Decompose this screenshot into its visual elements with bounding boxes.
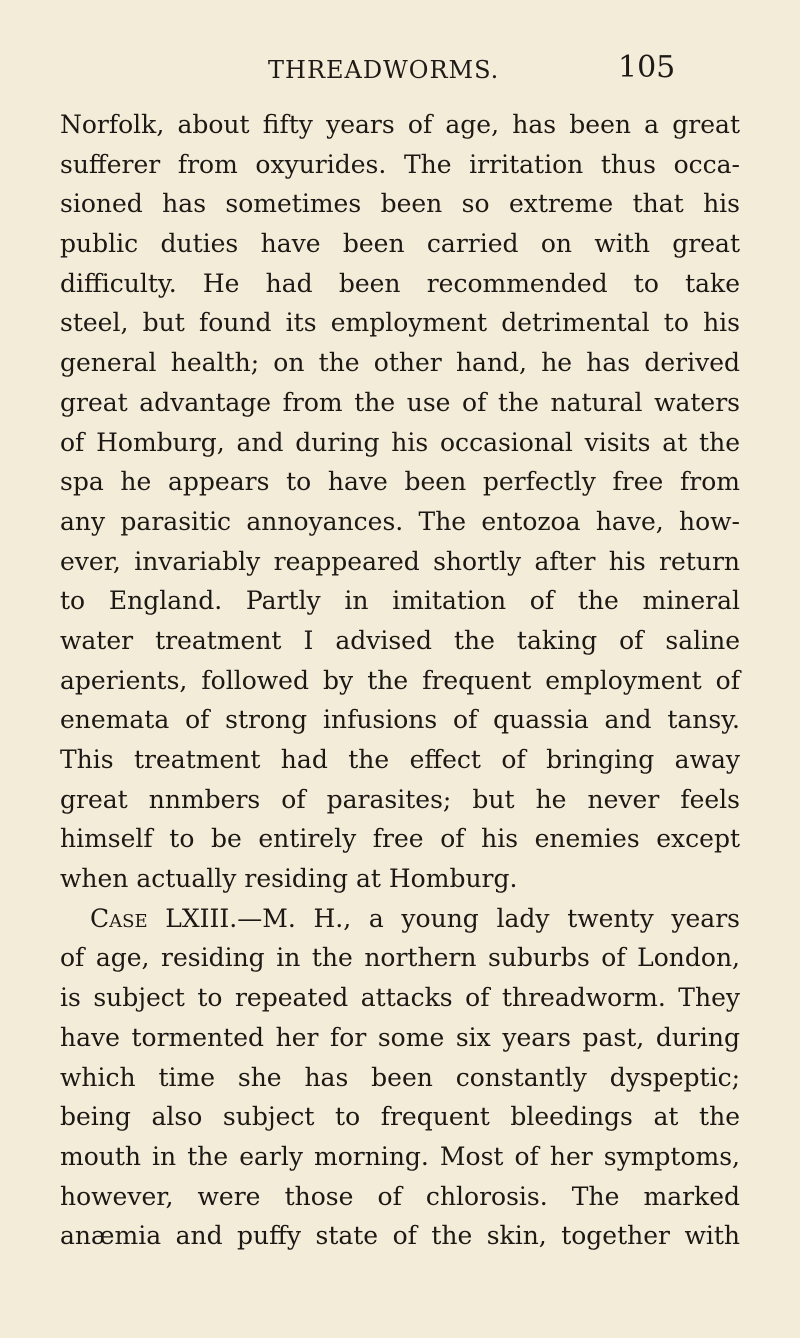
text-line: however, were those of chlorosis. The marked bbox=[60, 1181, 740, 1211]
text-line: water treatment I advised the taking of saline bbox=[60, 625, 740, 655]
text-line: sufferer from oxyurides. The irritation thus occa- bbox=[60, 149, 740, 179]
text-line: aperients, followed by the frequent employment of bbox=[60, 665, 740, 695]
text-line: general health; on the other hand, he has derived bbox=[60, 348, 740, 378]
text-line: himself to be entirely free of his enemies except bbox=[60, 824, 740, 854]
text-line: difficulty. He had been recommended to take bbox=[60, 268, 740, 298]
text-line: steel, but found its employment detrimental to his bbox=[60, 308, 740, 338]
running-title: THREADWORMS. bbox=[268, 56, 500, 84]
page-header bbox=[0, 50, 800, 90]
text-line: ever, invariably reappeared shortly after his return bbox=[60, 546, 740, 576]
text-line: public duties have been carried on with great bbox=[60, 229, 740, 259]
case-label: Case bbox=[90, 903, 148, 933]
text-line: of age, residing in the northern suburbs of London, bbox=[60, 943, 740, 973]
text-line: of Homburg, and during his occasional visits at the bbox=[60, 427, 740, 457]
text-line: sioned has sometimes been so extreme that his bbox=[60, 189, 740, 219]
case-heading-rest: LXIII.—M. H., a young lady twenty years bbox=[147, 903, 740, 933]
text-line: This treatment had the effect of bringing away bbox=[60, 745, 740, 774]
text-line: any parasitic annoyances. The entozoa have, how- bbox=[60, 506, 740, 536]
text-line: when actually residing at Homburg. bbox=[60, 864, 518, 894]
text-line: great nnmbers of parasites; but he never feels bbox=[60, 784, 740, 814]
text-line: have tormented her for some six years past, during bbox=[60, 1022, 740, 1052]
case-heading-line bbox=[60, 899, 740, 939]
page-number: 105 bbox=[618, 50, 676, 85]
text-line: mouth in the early morning. Most of her symptoms, bbox=[60, 1141, 740, 1171]
text-line: which time she has been constantly dyspeptic; bbox=[60, 1062, 740, 1092]
text-line: anæmia and puffy state of the skin, together with bbox=[60, 1221, 740, 1251]
text-line: enemata of strong infusions of quassia and tansy. bbox=[60, 705, 740, 735]
text-line: great advantage from the use of the natural waters bbox=[60, 387, 740, 417]
text-line: spa he appears to have been perfectly free from bbox=[60, 467, 740, 497]
body-text bbox=[60, 105, 740, 1256]
text-line: to England. Partly in imitation of the mineral bbox=[60, 586, 740, 616]
text-line: is subject to repeated attacks of threadworm. They bbox=[60, 983, 740, 1013]
text-line: Norfolk, about fifty years of age, has been a great bbox=[60, 110, 740, 139]
text-line: being also subject to frequent bleedings at the bbox=[60, 1102, 740, 1132]
